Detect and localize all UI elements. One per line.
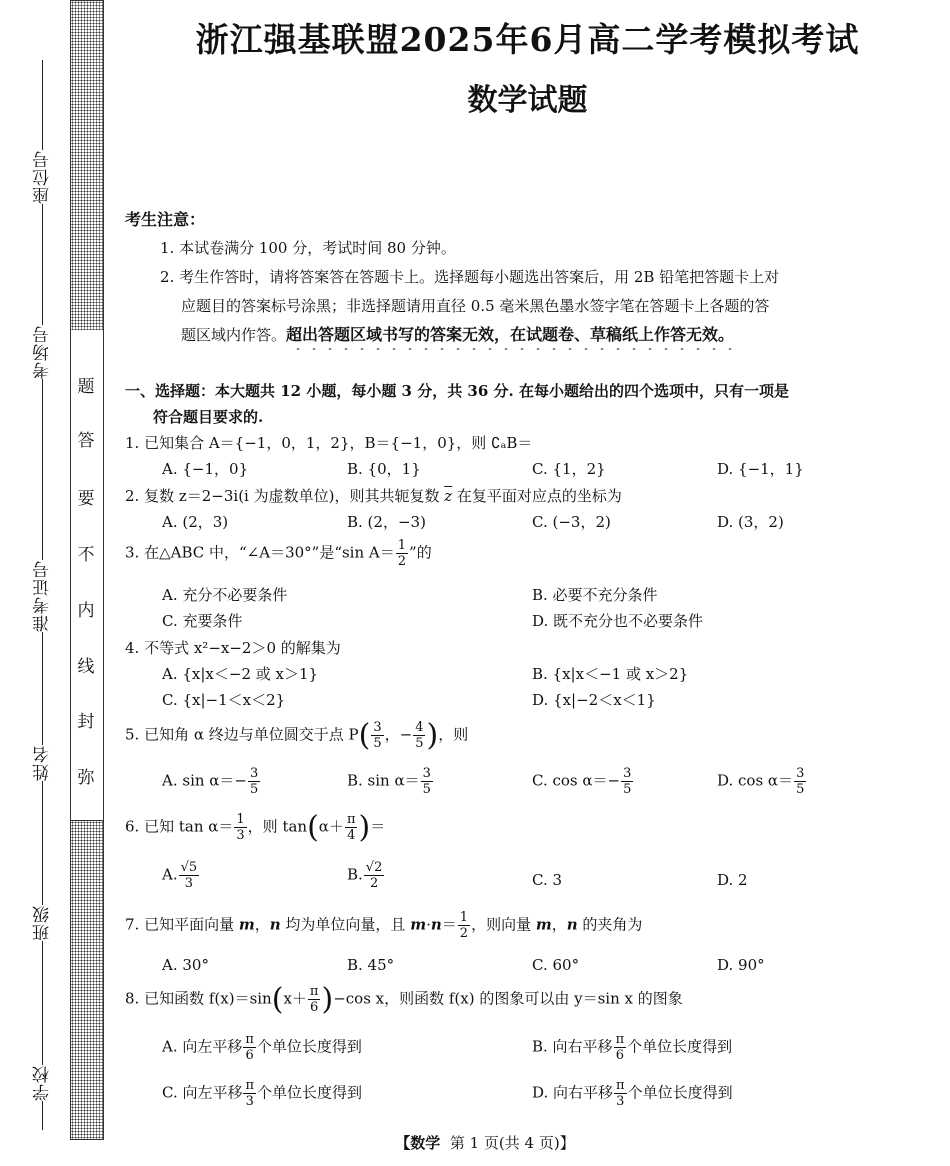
frac-den: 4 xyxy=(347,828,356,843)
q8-fraction xyxy=(308,984,321,1015)
q1-option-d: D. {−1，1} xyxy=(717,460,804,478)
field-name xyxy=(12,745,72,785)
equals: ＝ xyxy=(441,915,457,934)
warning-char: 题 xyxy=(77,377,95,397)
vector-n: n xyxy=(566,915,578,934)
q6-option-c: C. 3 xyxy=(532,871,563,889)
q3-fraction xyxy=(396,538,408,569)
option-fraction xyxy=(614,1032,627,1063)
option-text: 个单位长度得到 xyxy=(627,1037,733,1056)
frac-num: 3 xyxy=(422,766,431,781)
field-school xyxy=(12,1065,72,1105)
q8-option-c xyxy=(162,1078,362,1109)
q2-stem-part: 在复平面对应点的坐标为 xyxy=(452,487,622,505)
paren-close: ) xyxy=(358,810,371,845)
option-text: A. 向左平移 xyxy=(162,1037,243,1056)
field-class xyxy=(12,905,72,945)
option-fraction xyxy=(421,766,433,797)
frac-den: 3 xyxy=(245,1094,254,1109)
vector-m: m xyxy=(238,915,255,934)
section-1-heading-cont: 符合题目要求的. xyxy=(153,408,264,426)
notice-item-2-line1: 2. 考生作答时，请将答案答在答题卡上。选择题每小题选出答案后，用 2B 铅笔把答题卡上对 xyxy=(160,268,780,286)
field-label: 学校 xyxy=(30,1065,55,1101)
option-text: B. xyxy=(347,865,363,884)
frac-den: 2 xyxy=(459,926,469,941)
frac-den: 5 xyxy=(373,736,382,751)
field-label: 考场号 xyxy=(30,325,55,379)
frac-num: 3 xyxy=(623,766,632,781)
q3-frac-num: 1 xyxy=(397,538,407,553)
warning-char: 要 xyxy=(77,489,95,509)
q5-stem-part: 5. 已知角 α 终边与单位圆交于点 P xyxy=(125,725,359,744)
frac-num: π xyxy=(615,1032,625,1047)
notice-emphasis: 超出答题区域书写的答案无效，在试题卷、草稿纸上作答无效。 xyxy=(286,325,734,352)
frac-num: 1 xyxy=(459,910,469,925)
question-4-stem: 4. 不等式 x²−x−2＞0 的解集为 xyxy=(125,639,341,657)
q3-frac-den: 2 xyxy=(397,554,407,569)
paren-close: ) xyxy=(426,718,439,753)
q5-option-d xyxy=(717,766,807,797)
notice-item-2-line3-text: 题区域内作答。 xyxy=(181,326,287,344)
frac-num: π xyxy=(346,812,356,827)
frac-num: 3 xyxy=(250,766,259,781)
q3-option-b: B. 必要不充分条件 xyxy=(532,586,658,604)
binding-margin xyxy=(0,0,115,1166)
option-text: B. sin α＝ xyxy=(347,771,420,790)
seal-pattern-top xyxy=(70,0,104,332)
q4-option-c: C. {x|−1＜x＜2} xyxy=(162,691,286,709)
footer-page-number: 第 1 页(共 4 页)】 xyxy=(449,1134,575,1152)
frac-num: 1 xyxy=(236,812,245,827)
q6-option-b xyxy=(347,860,385,891)
option-text: A. sin α＝− xyxy=(162,771,247,790)
q2-option-a: A. (2，3) xyxy=(162,513,229,531)
option-fraction xyxy=(179,860,200,891)
option-text: C. cos α＝− xyxy=(532,771,621,790)
q6-stem-part: ＝ xyxy=(370,817,386,836)
notice-heading: 考生注意： xyxy=(125,210,206,229)
q8-stem-part: 8. 已知函数 f(x)＝sin xyxy=(125,989,272,1008)
q6-stem-part: ，则 tan xyxy=(247,817,308,836)
paper-title: 浙江强基联盟2025年6月高二学考模拟考试 xyxy=(195,20,860,59)
notice-item-2-line3 xyxy=(181,322,734,345)
option-fraction xyxy=(364,860,385,891)
q3-option-c: C. 充要条件 xyxy=(162,612,243,630)
q1-option-a: A. {−1，0} xyxy=(162,460,249,478)
frac-num: 3 xyxy=(796,766,805,781)
option-text: 个单位长度得到 xyxy=(627,1083,733,1102)
q5-separator: ，− xyxy=(384,725,413,744)
option-text: 个单位长度得到 xyxy=(257,1083,363,1102)
page-footer xyxy=(115,1132,855,1153)
section-1-heading: 一、选择题：本大题共 12 小题，每小题 3 分，共 36 分. 在每小题给出的四个选项中，只有一项是 xyxy=(125,382,789,400)
q2-option-d: D. (3，2) xyxy=(717,513,784,531)
field-admission-number xyxy=(12,560,72,636)
q7-option-a: A. 30° xyxy=(162,956,209,974)
vector-n: n xyxy=(269,915,281,934)
seal-pattern-bottom xyxy=(70,820,104,1140)
question-5-stem xyxy=(125,718,468,753)
frac-num: π xyxy=(245,1078,255,1093)
frac-den: 3 xyxy=(184,876,194,891)
warning-char: 封 xyxy=(77,712,95,732)
q7-stem-part: ，则向量 xyxy=(471,915,536,934)
q5-fraction xyxy=(371,720,383,751)
q6-stem-part: 6. 已知 tan α＝ xyxy=(125,817,234,836)
frac-num: √5 xyxy=(180,860,198,875)
question-2-stem xyxy=(125,485,622,506)
q2-option-b: B. (2，−3) xyxy=(347,513,426,531)
q6-option-d: D. 2 xyxy=(717,871,748,889)
warning-char: 不 xyxy=(77,545,95,565)
frac-num: √2 xyxy=(365,860,383,875)
option-text: D. cos α＝ xyxy=(717,771,794,790)
option-text: D. 向右平移 xyxy=(532,1083,614,1102)
q7-stem-part: 7. 已知平面向量 xyxy=(125,915,239,934)
q3-option-a: A. 充分不必要条件 xyxy=(162,586,288,604)
warning-char: 弥 xyxy=(77,768,95,788)
option-fraction xyxy=(614,1078,627,1109)
option-text: C. 向左平移 xyxy=(162,1083,243,1102)
q7-option-b: B. 45° xyxy=(347,956,395,974)
frac-den: 3 xyxy=(616,1094,625,1109)
field-seat-number xyxy=(12,150,72,208)
option-text: 个单位长度得到 xyxy=(256,1037,362,1056)
option-text: B. 向右平移 xyxy=(532,1037,613,1056)
comma: ， xyxy=(551,915,567,934)
q4-option-a: A. {x|x＜−2 或 x＞1} xyxy=(162,665,319,683)
q1-option-c: C. {1，2} xyxy=(532,460,606,478)
footer-subject: 【数学 xyxy=(395,1134,441,1152)
frac-den: 5 xyxy=(415,736,424,751)
paren-open: ( xyxy=(307,810,319,845)
q5-option-a xyxy=(162,766,261,797)
q7-option-c: C. 60° xyxy=(532,956,580,974)
q8-option-a xyxy=(162,1032,362,1063)
comma: ， xyxy=(254,915,270,934)
q2-option-c: C. (−3，2) xyxy=(532,513,611,531)
field-label: 准考证号 xyxy=(30,560,55,632)
q3-option-d: D. 既不充分也不必要条件 xyxy=(532,612,704,630)
q5-option-b xyxy=(347,766,434,797)
frac-den: 5 xyxy=(623,782,632,797)
q8-option-b xyxy=(532,1032,732,1063)
frac-den: 5 xyxy=(422,782,431,797)
q8-inner: x＋ xyxy=(283,989,307,1008)
option-fraction xyxy=(243,1032,256,1063)
option-fraction xyxy=(794,766,806,797)
frac-den: 6 xyxy=(615,1048,624,1063)
option-fraction xyxy=(621,766,633,797)
option-text: A. xyxy=(162,865,178,884)
dot-operator: · xyxy=(426,915,431,934)
q1-option-b: B. {0，1} xyxy=(347,460,421,478)
q5-stem-part: ，则 xyxy=(438,725,469,744)
field-label: 班级 xyxy=(30,905,55,941)
q7-stem-part: 均为单位向量，且 xyxy=(280,915,411,934)
frac-den: 6 xyxy=(245,1048,254,1063)
question-3-stem xyxy=(125,538,432,569)
q6-fraction xyxy=(234,812,246,843)
q5-fraction xyxy=(413,720,425,751)
warning-char: 内 xyxy=(77,601,95,621)
q6-option-a xyxy=(162,860,200,891)
option-fraction xyxy=(248,766,260,797)
q4-option-b: B. {x|x＜−1 或 x＞2} xyxy=(532,665,689,683)
seal-warning-box xyxy=(70,330,104,820)
paren-open: ( xyxy=(358,718,371,753)
frac-den: 6 xyxy=(310,1000,319,1015)
q8-option-d xyxy=(532,1078,733,1109)
q6-fraction xyxy=(345,812,358,843)
frac-num: 4 xyxy=(415,720,424,735)
frac-num: 3 xyxy=(373,720,382,735)
warning-char: 答 xyxy=(77,431,95,451)
frac-den: 5 xyxy=(250,782,259,797)
q8-stem-part: −cos x，则函数 f(x) 的图象可以由 y＝sin x 的图象 xyxy=(333,989,683,1008)
question-6-stem xyxy=(125,810,385,845)
frac-num: π xyxy=(309,984,319,999)
q2-stem-part: 2. 复数 z＝2−3i(i 为虚数单位)，则其共轭复数 xyxy=(125,487,445,505)
field-exam-room xyxy=(12,325,72,383)
q7-stem-part: 的夹角为 xyxy=(577,915,643,934)
question-8-stem xyxy=(125,982,683,1017)
question-1-stem: 1. 已知集合 A＝{−1，0，1，2}，B＝{−1，0}，则 ∁ₐB＝ xyxy=(125,434,533,452)
paper-subtitle: 数学试题 xyxy=(467,83,588,118)
warning-char: 线 xyxy=(77,657,95,677)
q7-option-d: D. 90° xyxy=(717,956,765,974)
option-fraction xyxy=(243,1078,256,1109)
q2-conjugate-z: $\overline{z}$ xyxy=(444,487,453,505)
field-label: 姓名 xyxy=(30,745,55,781)
q3-stem-part: 3. 在△ABC 中，“∠A＝30°”是“sin A＝ xyxy=(125,543,395,562)
q6-inner: α＋ xyxy=(318,817,344,836)
notice-item-2-line2: 应题目的答案标号涂黑；非选择题请用直径 0.5 毫米黑色墨水签字笔在答题卡上各题的答 xyxy=(181,297,770,315)
paren-open: ( xyxy=(271,982,284,1017)
field-label: 座位号 xyxy=(30,150,55,204)
vector-m: m xyxy=(410,915,427,934)
frac-num: π xyxy=(245,1032,254,1047)
question-7-stem xyxy=(125,910,642,941)
frac-den: 5 xyxy=(796,782,805,797)
vector-m: m xyxy=(535,915,552,934)
vector-n: n xyxy=(430,915,442,934)
frac-num: π xyxy=(616,1078,625,1093)
q4-option-d: D. {x|−2＜x＜1} xyxy=(532,691,656,709)
q3-stem-part: ”的 xyxy=(409,543,432,562)
frac-den: 2 xyxy=(369,876,379,891)
notice-item-1: 1. 本试卷满分 100 分，考试时间 80 分钟。 xyxy=(160,239,456,257)
frac-den: 3 xyxy=(236,828,245,843)
q7-fraction xyxy=(458,910,470,941)
q5-option-c xyxy=(532,766,634,797)
paren-close: ) xyxy=(321,982,334,1017)
